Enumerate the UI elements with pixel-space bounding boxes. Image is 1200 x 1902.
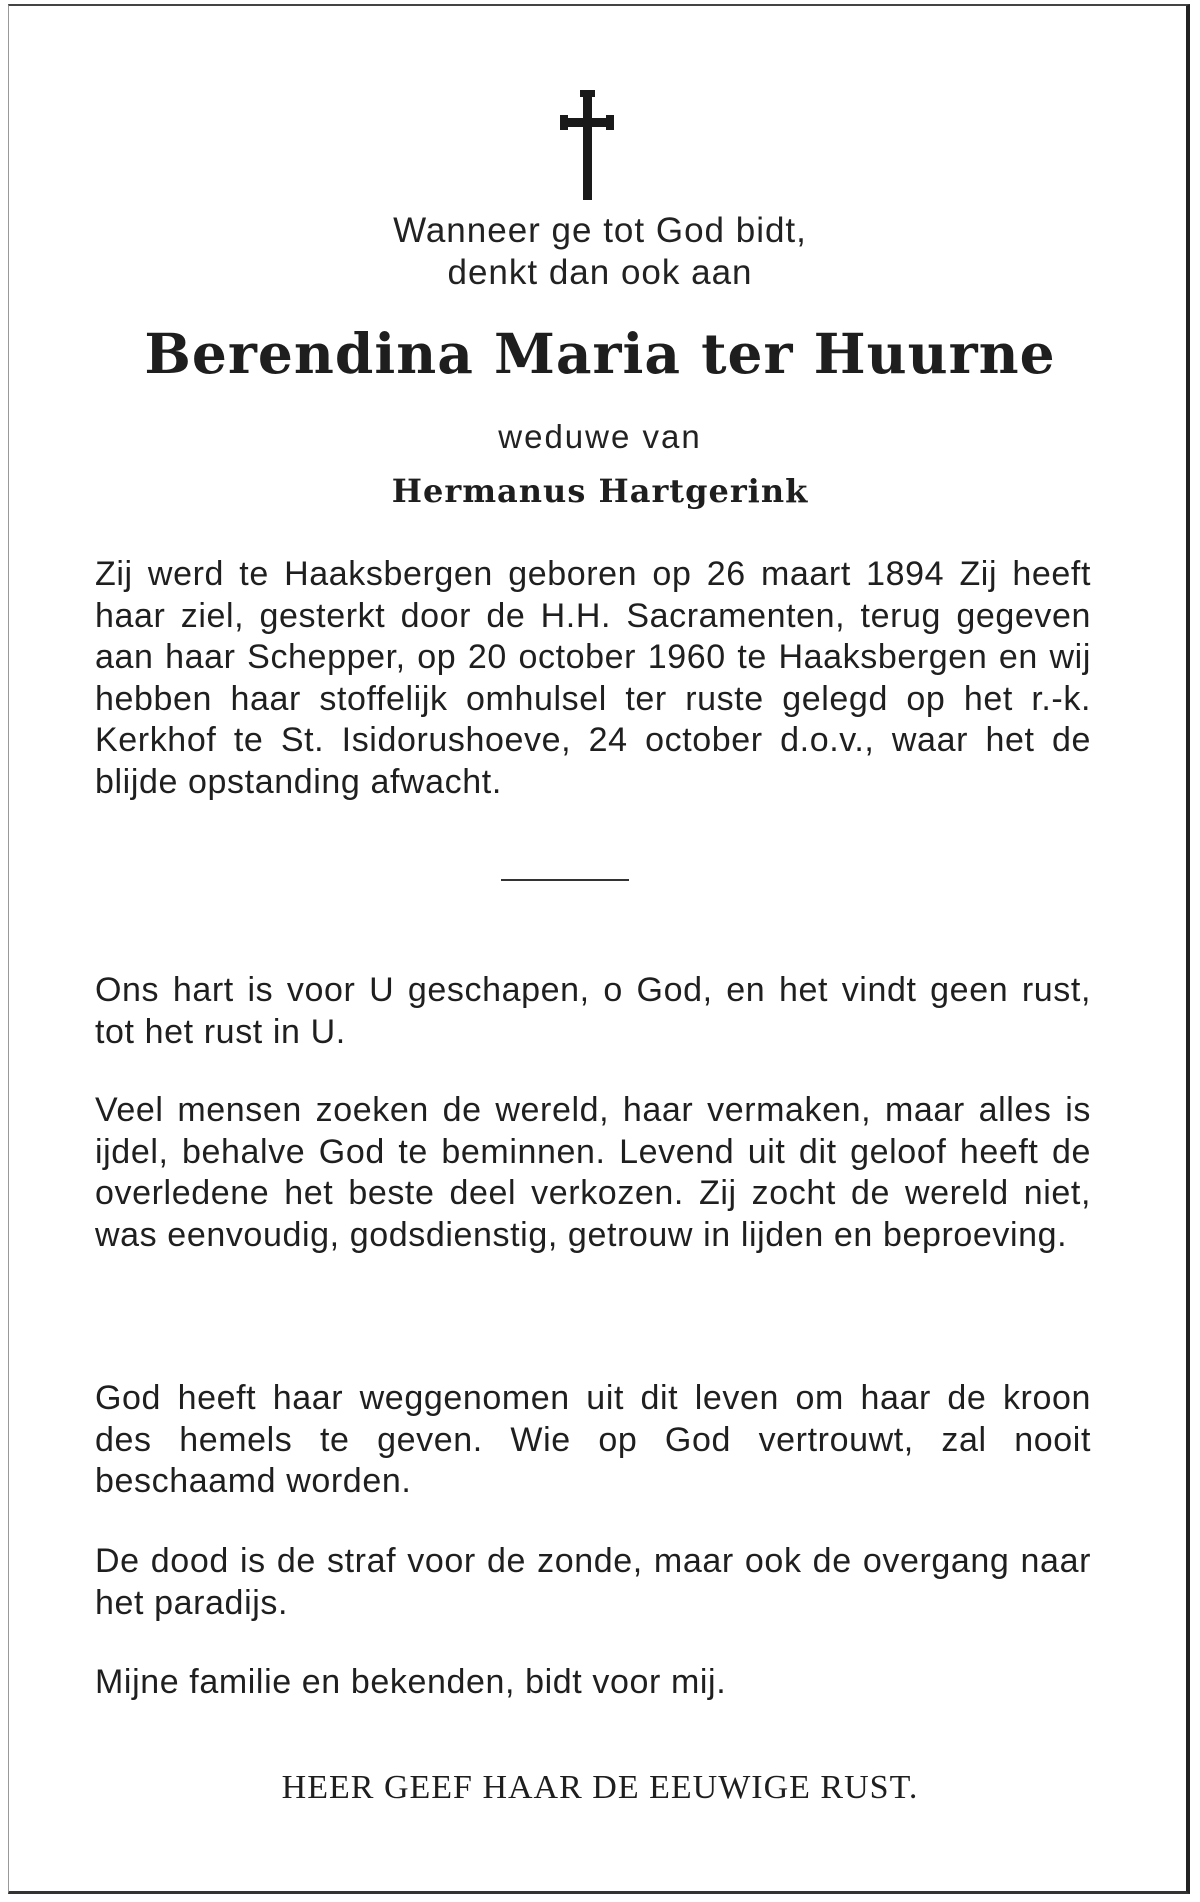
prayer-paragraph-4: De dood is de straf voor de zonde, maar ook de overgang naar het paradijs.	[95, 1542, 1091, 1622]
prayer-paragraph-3: God heeft haar weggenomen uit dit leven om haar de kroon des hemels te geven. Wie op God vertrouwt, zal nooit beschaamd worden.	[95, 1379, 1091, 1500]
deceased-name: Berendina Maria ter Huurne	[144, 321, 1056, 386]
closing-prayer: HEER GEEF HAAR DE EEUWIGE RUST.	[281, 1769, 919, 1806]
prayer-paragraph-1: Ons hart is voor U geschapen, o God, en het vindt geen rust, tot het rust in U.	[95, 971, 1091, 1051]
biography-paragraph: Zij werd te Haaksbergen geboren op 26 maart 1894 Zij heeft haar ziel, gesterkt door de H.H. Sacramenten, terug gegeven aan haar Schepper, op 20 october 1960 te Haaksbergen en wij hebben haar stoffelijk omhulsel ter ruste gelegd op het r.-k. Kerkhof te St. Isidorushoeve, 24 october d.o.v., waar het de blijde opstanding afwacht.	[95, 555, 1091, 801]
opening-line-1: Wanneer ge tot God bidt,	[393, 211, 807, 250]
opening-lines	[9, 210, 1191, 294]
prayer-paragraph-2: Veel mensen zoeken de wereld, haar vermaken, maar alles is ijdel, behalve God te beminnen. Levend uit dit geloof heeft de overledene het beste deel verkozen. Zij zocht de wereld niet, was eenvoudig, godsdienstig, getrouw in lijden en beproeving.	[95, 1091, 1091, 1254]
cross-icon	[559, 90, 615, 200]
widow-of-label: weduwe van	[498, 418, 702, 455]
prayer-paragraph-5: Mijne familie en bekenden, bidt voor mij.	[95, 1663, 727, 1701]
opening-line-2: denkt dan ook aan	[447, 253, 753, 292]
divider-line	[501, 879, 629, 881]
husband-name: Hermanus Hartgerink	[391, 472, 809, 510]
memorial-card	[8, 4, 1190, 1894]
